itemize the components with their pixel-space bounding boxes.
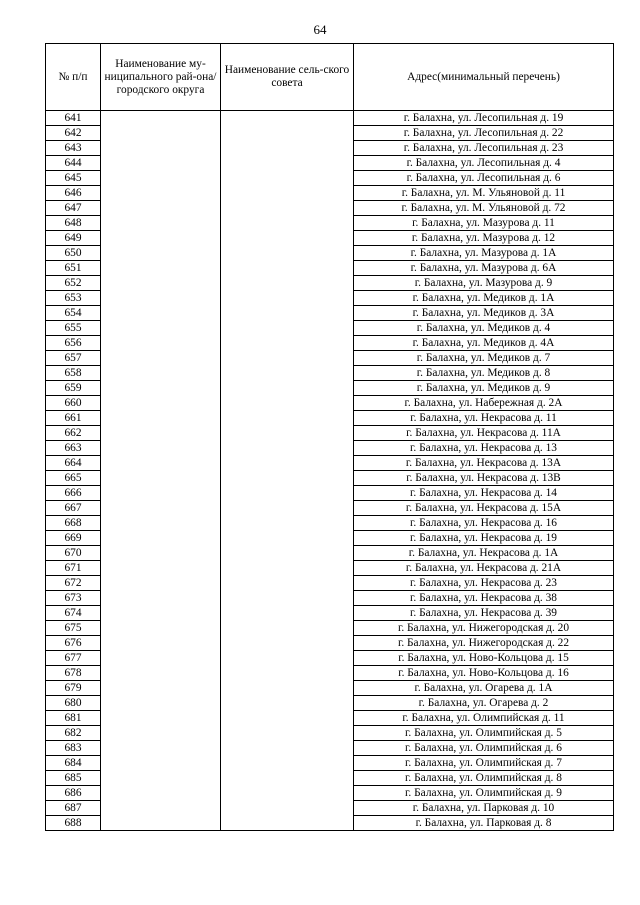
address-cell: г. Балахна, ул. Лесопильная д. 23 [354,141,614,156]
row-number: 677 [46,651,101,666]
row-number: 646 [46,186,101,201]
row-number: 679 [46,681,101,696]
row-number: 683 [46,741,101,756]
row-number: 663 [46,441,101,456]
address-cell: г. Балахна, ул. Мазурова д. 6А [354,261,614,276]
row-number: 688 [46,816,101,831]
address-cell: г. Балахна, ул. Медиков д. 1А [354,291,614,306]
table-body [46,111,614,831]
address-cell: г. Балахна, ул. Олимпийская д. 11 [354,711,614,726]
row-number: 671 [46,561,101,576]
row-number: 685 [46,771,101,786]
row-number: 647 [46,201,101,216]
row-number: 664 [46,456,101,471]
address-cell: г. Балахна, ул. Олимпийская д. 6 [354,741,614,756]
district-cell [101,111,221,831]
address-cell: г. Балахна, ул. Огарева д. 1А [354,681,614,696]
row-number: 659 [46,381,101,396]
row-number: 670 [46,546,101,561]
row-number: 655 [46,321,101,336]
row-number: 680 [46,696,101,711]
address-cell: г. Балахна, ул. Лесопильная д. 4 [354,156,614,171]
row-number: 660 [46,396,101,411]
address-cell: г. Балахна, ул. Некрасова д. 14 [354,486,614,501]
address-cell: г. Балахна, ул. Некрасова д. 16 [354,516,614,531]
header-council: Наименование сель-ского совета [221,44,354,111]
address-cell: г. Балахна, ул. Медиков д. 7 [354,351,614,366]
address-cell: г. Балахна, ул. Некрасова д. 23 [354,576,614,591]
address-cell: г. Балахна, ул. Медиков д. 8 [354,366,614,381]
address-cell: г. Балахна, ул. Некрасова д. 15А [354,501,614,516]
address-cell: г. Балахна, ул. Мазурова д. 9 [354,276,614,291]
row-number: 654 [46,306,101,321]
address-cell: г. Балахна, ул. Некрасова д. 13В [354,471,614,486]
address-table [45,43,614,831]
table-row [46,111,614,126]
row-number: 652 [46,276,101,291]
table-header-row [46,44,614,111]
address-cell: г. Балахна, ул. Некрасова д. 39 [354,606,614,621]
address-cell: г. Балахна, ул. Олимпийская д. 5 [354,726,614,741]
address-cell: г. Балахна, ул. Олимпийская д. 7 [354,756,614,771]
row-number: 684 [46,756,101,771]
header-district: Наименование му-ниципального рай-она/ городского округа [101,44,221,111]
address-cell: г. Балахна, ул. М. Ульяновой д. 11 [354,186,614,201]
row-number: 649 [46,231,101,246]
row-number: 653 [46,291,101,306]
header-address: Адрес(минимальный перечень) [354,44,614,111]
address-cell: г. Балахна, ул. М. Ульяновой д. 72 [354,201,614,216]
council-cell [221,111,354,831]
address-cell: г. Балахна, ул. Парковая д. 10 [354,801,614,816]
row-number: 668 [46,516,101,531]
row-number: 686 [46,786,101,801]
row-number: 658 [46,366,101,381]
row-number: 673 [46,591,101,606]
row-number: 667 [46,501,101,516]
address-cell: г. Балахна, ул. Некрасова д. 1А [354,546,614,561]
row-number: 676 [46,636,101,651]
address-cell: г. Балахна, ул. Мазурова д. 11 [354,216,614,231]
address-cell: г. Балахна, ул. Мазурова д. 1А [354,246,614,261]
address-cell: г. Балахна, ул. Лесопильная д. 19 [354,111,614,126]
row-number: 661 [46,411,101,426]
address-cell: г. Балахна, ул. Некрасова д. 13А [354,456,614,471]
row-number: 678 [46,666,101,681]
address-cell: г. Балахна, ул. Ново-Кольцова д. 15 [354,651,614,666]
row-number: 648 [46,216,101,231]
row-number: 656 [46,336,101,351]
address-cell: г. Балахна, ул. Набережная д. 2А [354,396,614,411]
row-number: 681 [46,711,101,726]
address-cell: г. Балахна, ул. Медиков д. 9 [354,381,614,396]
row-number: 682 [46,726,101,741]
row-number: 666 [46,486,101,501]
row-number: 641 [46,111,101,126]
row-number: 644 [46,156,101,171]
row-number: 672 [46,576,101,591]
row-number: 687 [46,801,101,816]
address-cell: г. Балахна, ул. Нижегородская д. 22 [354,636,614,651]
address-cell: г. Балахна, ул. Парковая д. 8 [354,816,614,831]
address-cell: г. Балахна, ул. Ново-Кольцова д. 16 [354,666,614,681]
row-number: 645 [46,171,101,186]
address-cell: г. Балахна, ул. Некрасова д. 19 [354,531,614,546]
address-cell: г. Балахна, ул. Медиков д. 4 [354,321,614,336]
address-cell: г. Балахна, ул. Некрасова д. 11А [354,426,614,441]
address-cell: г. Балахна, ул. Лесопильная д. 22 [354,126,614,141]
address-cell: г. Балахна, ул. Некрасова д. 13 [354,441,614,456]
row-number: 674 [46,606,101,621]
address-cell: г. Балахна, ул. Некрасова д. 11 [354,411,614,426]
page-number: 64 [313,22,327,37]
address-cell: г. Балахна, ул. Лесопильная д. 6 [354,171,614,186]
row-number: 669 [46,531,101,546]
address-cell: г. Балахна, ул. Медиков д. 4А [354,336,614,351]
header-num: № п/п [46,44,101,111]
address-cell: г. Балахна, ул. Олимпийская д. 8 [354,771,614,786]
address-cell: г. Балахна, ул. Мазурова д. 12 [354,231,614,246]
row-number: 650 [46,246,101,261]
address-cell: г. Балахна, ул. Нижегородская д. 20 [354,621,614,636]
row-number: 665 [46,471,101,486]
row-number: 675 [46,621,101,636]
row-number: 651 [46,261,101,276]
row-number: 662 [46,426,101,441]
row-number: 643 [46,141,101,156]
row-number: 657 [46,351,101,366]
address-cell: г. Балахна, ул. Медиков д. 3А [354,306,614,321]
address-cell: г. Балахна, ул. Олимпийская д. 9 [354,786,614,801]
address-cell: г. Балахна, ул. Огарева д. 2 [354,696,614,711]
address-cell: г. Балахна, ул. Некрасова д. 38 [354,591,614,606]
address-cell: г. Балахна, ул. Некрасова д. 21А [354,561,614,576]
row-number: 642 [46,126,101,141]
